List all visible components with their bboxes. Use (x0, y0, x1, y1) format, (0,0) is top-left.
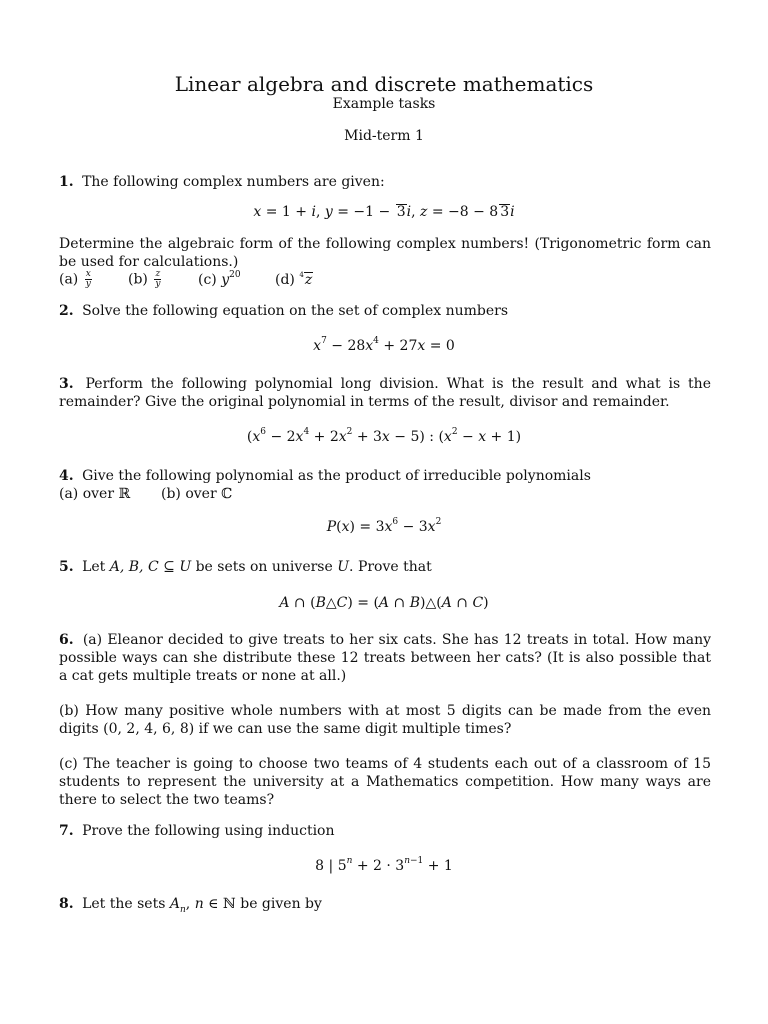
document-subtitle: Example tasks (332, 96, 436, 112)
problem-3-text: Perform the following polynomial long division. What is the result and what is the remainder? Give the original polynomial in terms of the result, divisor and remainder. (59, 376, 711, 410)
problem-8-number: 8. (59, 896, 74, 912)
problem-7-number: 7. (59, 823, 74, 839)
problem-2-number: 2. (59, 303, 74, 319)
problem-2-text: Solve the following equation on the set of complex numbers (82, 303, 509, 319)
problem-1-equation: x = 1 + i, y = −1 − 3i, z = −8 − 8 3i (253, 204, 515, 220)
problem-4-number: 4. (59, 468, 74, 484)
problem-6a-text: (a) Eleanor decided to give treats to her six cats. She has 12 treats in total. How many possible ways can she distribute these 12 treats between her cats? (It is also possible that a cat gets multiple treats or none at all.) (59, 632, 711, 684)
problem-1-description: Determine the algebraic form of the following complex numbers! (Trigonometric form can be used for calculations.) (59, 236, 711, 270)
problem-2-statement (59, 302, 711, 320)
problem-6c: (c) The teacher is going to choose two teams of 4 students each out of a classroom of 15 students to represent the university at a Mathematics competition. How many ways are there to select the two teams? (59, 756, 711, 808)
problem-3-statement (59, 375, 711, 411)
problem-1-option-b: (b) $\frac{z}{y}$ (128, 269, 161, 289)
problem-1-option-d: (d) $^4$z (275, 270, 313, 288)
problem-1-option-c: (c) $y^{20}$ (198, 269, 241, 288)
problem-5-statement: 5. Let A, B, C ⊆ U be sets on universe U. Prove that (59, 559, 432, 575)
problem-4-equation: $P(x) = 3x^6 - 3x^2$ (326, 517, 442, 535)
problem-4-statement (59, 467, 711, 485)
problem-1-statement (59, 173, 711, 191)
problem-3-equation: $(x^6 - 2x^4 + 2x^2 + 3x - 5)$ : $(x^2 - x + 1)$ (246, 427, 522, 445)
problem-1-text: The following complex numbers are given: (82, 174, 385, 190)
problem-4-option-a: (a) over ℝ (59, 486, 131, 502)
problem-4-text: Give the following polynomial as the product of irreducible polynomials (82, 468, 591, 484)
problem-2-equation: $x^7 - 28x^4 + 27x = 0$ (313, 336, 455, 354)
problem-7-equation: 8 | $5^n + 2 \cdot 3^{n-1} + 1$ (315, 856, 453, 874)
problem-1-option-a: (a) $\frac{x}{y}$ (59, 269, 91, 289)
problem-6b: (b) How many positive whole numbers with at most 5 digits can be made from the even digits (0, 2, 4, 6, 8) if we can use the same digit multiple times? (59, 703, 711, 737)
document-title: Linear algebra and discrete mathematics (174, 72, 594, 96)
problem-1-number: 1. (59, 174, 74, 190)
problem-7-statement (59, 822, 711, 840)
problem-8-statement: 8. Let the sets $A_n$, n ∈ ℕ be given by (59, 896, 322, 915)
problem-3-number: 3. (59, 376, 74, 392)
problem-1-options (59, 270, 313, 289)
problem-4-options (59, 485, 232, 503)
problem-5-number: 5. (59, 559, 74, 575)
problem-5-equation: A ∩ (B△C) = (A ∩ B)△(A ∩ C) (279, 595, 489, 611)
problem-7-text: Prove the following using induction (82, 823, 335, 839)
problem-4-option-b: (b) over ℂ (161, 486, 233, 502)
problem-6-number: 6. (59, 632, 74, 648)
midterm-label: Mid-term 1 (344, 128, 424, 144)
problem-6a (59, 631, 711, 685)
